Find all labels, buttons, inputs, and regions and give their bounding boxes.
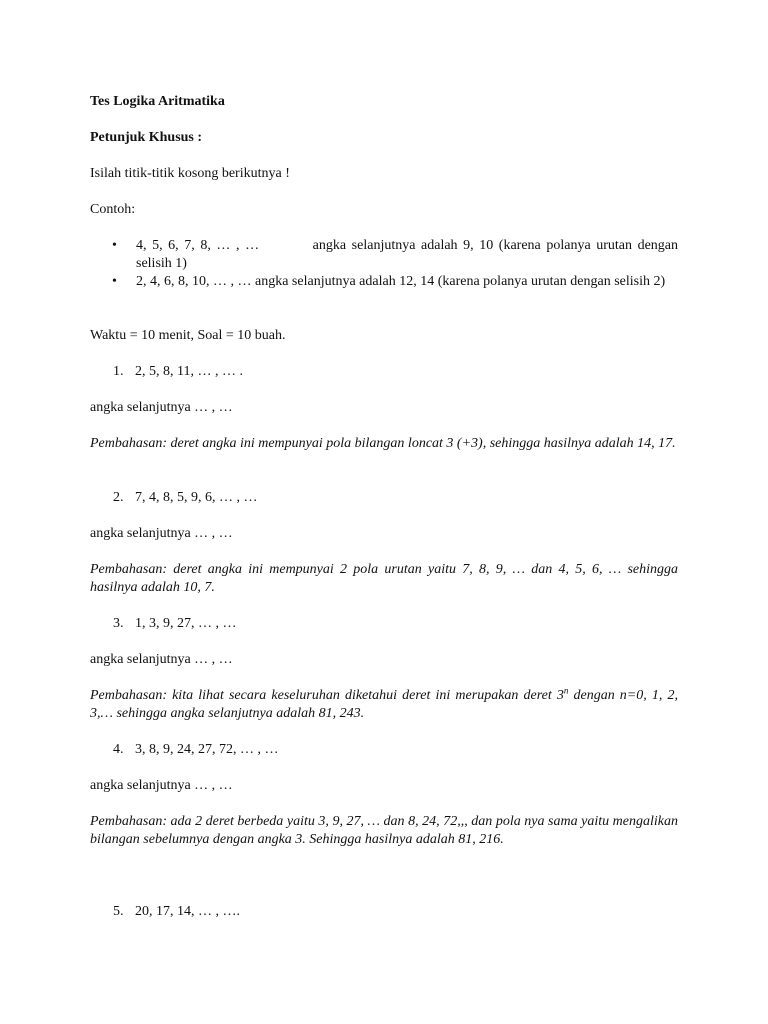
bullet-icon: • — [112, 274, 117, 289]
example-explanation: angka selanjutnya adalah 9, 10 (karena polanya urutan dengan selisih 1) — [136, 238, 679, 271]
example-label: Contoh: — [90, 202, 136, 217]
explanation-part: Pembahasan: kita lihat secara keseluruhan diketahui deret ini merupakan deret 3 — [90, 688, 564, 703]
explanation-part: dengan n=0, 1, 2, 3,… sehingga angka selanjutnya adalah 81, 243. — [90, 688, 678, 721]
example-item — [90, 237, 678, 273]
answer-prompt: angka selanjutnya … , … — [90, 778, 233, 793]
question-number: 3. — [113, 616, 124, 631]
instructions-heading: Petunjuk Khusus : — [90, 130, 203, 145]
explanation-text: Pembahasan: deret angka ini mempunyai pola bilangan loncat 3 (+3), sehingga hasilnya adalah 14, 17. — [90, 436, 676, 451]
explanation-text: Pembahasan: deret angka ini mempunyai 2 pola urutan yaitu 7, 8, 9, … dan 4, 5, 6, … sehingga hasilnya adalah 10, 7. — [90, 562, 678, 595]
question-item — [113, 615, 237, 633]
example-list — [90, 237, 678, 291]
document-title: Tes Logika Aritmatika — [90, 94, 225, 109]
example-explanation: angka selanjutnya adalah 12, 14 (karena polanya urutan dengan selisih 2) — [255, 274, 666, 289]
question-sequence: 1, 3, 9, 27, … , … — [135, 616, 237, 631]
exponent: n — [563, 685, 569, 696]
question-item — [113, 903, 240, 921]
answer-prompt: angka selanjutnya … , … — [90, 652, 233, 667]
question-sequence: 3, 8, 9, 24, 27, 72, … , … — [135, 742, 279, 757]
question-number: 4. — [113, 742, 124, 757]
example-sequence: 4, 5, 6, 7, 8, … , … — [136, 238, 260, 253]
explanation-text: Pembahasan: ada 2 deret berbeda yaitu 3, 9, 27, … dan 8, 24, 72,,, dan pola nya sama yaitu mengalikan bilangan sebelumnya dengan angka 3. Sehingga hasilnya adalah 81, 216. — [90, 814, 678, 847]
explanation-text — [90, 687, 678, 723]
question-number: 5. — [113, 904, 124, 919]
bullet-icon: • — [112, 238, 117, 253]
time-info: Waktu = 10 menit, Soal = 10 buah. — [90, 328, 286, 343]
answer-prompt: angka selanjutnya … , … — [90, 526, 233, 541]
instruction-text: Isilah titik-titik kosong berikutnya ! — [90, 166, 290, 181]
question-item — [113, 489, 258, 507]
question-number: 1. — [113, 364, 124, 379]
example-sequence: 2, 4, 6, 8, 10, … , … — [136, 274, 252, 289]
question-number: 2. — [113, 490, 124, 505]
question-sequence: 7, 4, 8, 5, 9, 6, … , … — [135, 490, 258, 505]
question-sequence: 2, 5, 8, 11, … , … . — [135, 364, 243, 379]
question-sequence: 20, 17, 14, … , …. — [135, 904, 240, 919]
answer-prompt: angka selanjutnya … , … — [90, 400, 233, 415]
question-item — [113, 363, 243, 381]
question-item — [113, 741, 279, 759]
example-item — [90, 273, 678, 291]
